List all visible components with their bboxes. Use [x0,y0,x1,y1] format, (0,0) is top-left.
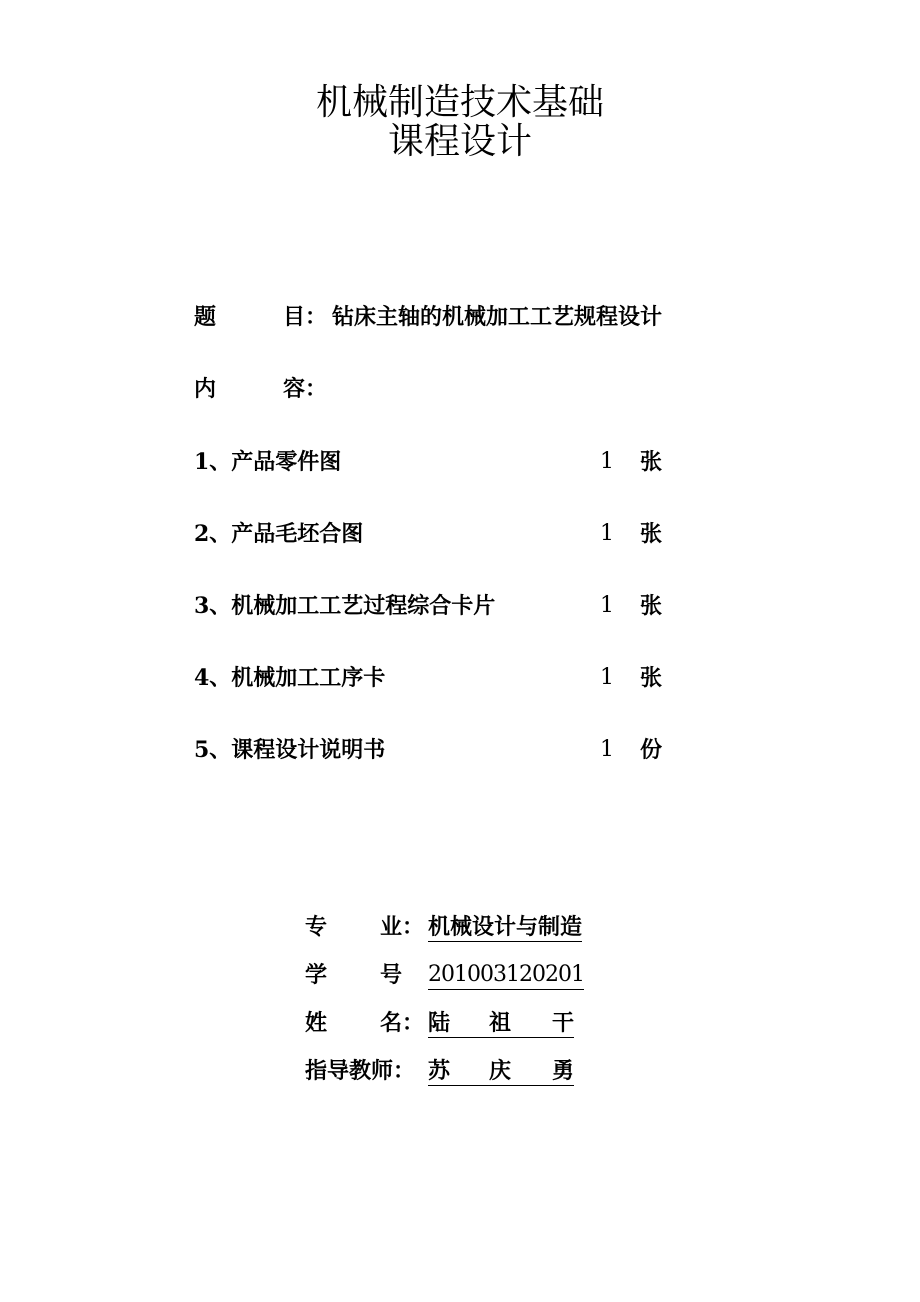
advisor-char-2: 庆 [489,1058,512,1084]
student-id-label-b: 号 [380,962,403,988]
item-text: 3、机械加工工艺过程综合卡片 [194,593,496,619]
item-unit: 张 [640,521,663,547]
item-qty: 1 [600,593,614,618]
item-unit: 张 [640,593,663,619]
major-value: 机械设计与制造 [428,914,583,940]
item-qty: 1 [600,521,614,546]
name-char-1: 陆 [428,1010,451,1036]
student-id-label-a: 学 [305,962,328,988]
name-label-b: 名： [380,1010,425,1036]
student-id-value: 201003120201 [428,962,584,990]
advisor-char-3: 勇 [552,1058,575,1084]
item-qty: 1 [600,737,614,762]
item-qty: 1 [600,665,614,690]
title-line-1: 机械制造技术基础 [315,82,604,123]
item-text: 1、产品零件图 [194,449,342,475]
item-text: 2、产品毛坯合图 [194,521,364,547]
major-label-b: 业： [380,914,425,940]
item-text: 5、课程设计说明书 [194,737,386,763]
advisor-label: 指导教师： [305,1058,416,1084]
content-label-a: 内 [194,376,217,402]
item-unit: 份 [640,737,663,763]
topic-value: 钻床主轴的机械加工工艺规程设计 [332,304,663,330]
content-label-b: 容： [283,376,328,402]
name-value [428,1010,574,1038]
item-unit: 张 [640,665,663,691]
topic-label-a: 题 [194,304,217,330]
advisor-value [428,1058,574,1086]
title-line-2: 课程设计 [387,121,532,162]
name-char-3: 干 [552,1010,575,1036]
item-unit: 张 [640,449,663,475]
item-text: 4、机械加工工序卡 [194,665,386,691]
topic-label-b: 目： [283,304,328,330]
advisor-char-1: 苏 [428,1058,451,1084]
major-label-a: 专 [305,914,328,940]
item-qty: 1 [600,449,614,474]
name-label-a: 姓 [305,1010,328,1036]
name-char-2: 祖 [489,1010,512,1036]
